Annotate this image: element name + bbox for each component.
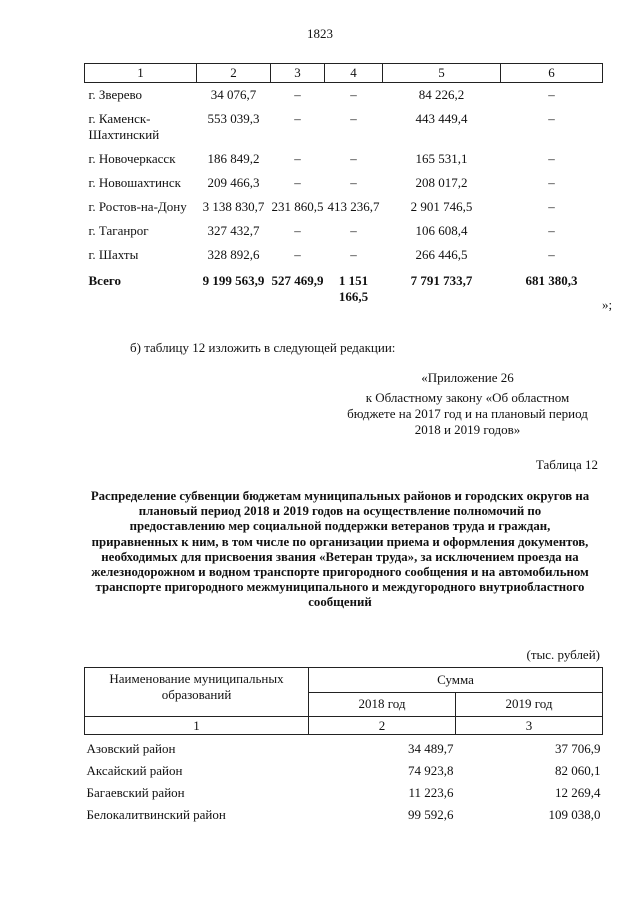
table-12 bbox=[84, 667, 603, 823]
column-index-2: 2 bbox=[197, 64, 271, 83]
cell-col4: – bbox=[350, 151, 357, 166]
cell-col3: – bbox=[294, 247, 301, 262]
district-name: Багаевский район bbox=[86, 784, 185, 800]
municipality-name: г. Каменск-Шахтинский bbox=[88, 111, 160, 142]
cell-col6: – bbox=[548, 247, 555, 262]
municipality-name: г. Таганрог bbox=[88, 223, 149, 238]
cell-col3: – bbox=[294, 151, 301, 166]
table-row bbox=[85, 735, 603, 758]
cell-col2: 327 432,7 bbox=[207, 223, 260, 238]
table-row bbox=[85, 107, 603, 147]
amount-2018: 11 223,6 bbox=[408, 784, 454, 800]
cell-col6: – bbox=[548, 223, 555, 238]
amount-2018: 99 592,6 bbox=[408, 806, 454, 822]
table-heading: Распределение субвенции бюджетам муниципальных районов и городских округов на плановый период 2018 и 2019 годов на осуществление полномочий по предоставлению мер социальной поддержки ветеранов труда и граждан, приравненных к ним, в том числе по организации приема и оформления документов, необходимых для присвоения звания «Ветеран труда», за исключением проезда на железнодорожном и водном транспорте пригородного сообщения и на автомобильном транспорте пригородного межмуниципального и междугородного внутриобластного сообщений bbox=[90, 489, 590, 610]
cell-col5: 2 901 746,5 bbox=[410, 199, 473, 214]
column-index-6: 6 bbox=[501, 64, 603, 83]
cell-col5: 443 449,4 bbox=[415, 111, 468, 126]
district-name: Аксайский район bbox=[86, 762, 183, 778]
cell-col3: – bbox=[294, 175, 301, 190]
table-row bbox=[85, 243, 603, 267]
cell-col3: 231 860,5 bbox=[271, 199, 324, 214]
cell-col4: – bbox=[350, 223, 357, 238]
total-label: Всего bbox=[88, 273, 121, 288]
appendix-law: к Областному закону «Об областном бюджете на 2017 год и на плановый период 2018 и 2019 годов» bbox=[347, 390, 588, 437]
table-row bbox=[85, 195, 603, 219]
cell-col4: 413 236,7 bbox=[327, 199, 380, 214]
amount-2019: 109 038,0 bbox=[548, 806, 601, 822]
table-row bbox=[85, 219, 603, 243]
units-label: (тыс. рублей) bbox=[526, 647, 600, 662]
index-1: 1 bbox=[85, 717, 309, 735]
cell-col5: 165 531,1 bbox=[415, 151, 468, 166]
municipality-name: г. Шахты bbox=[88, 247, 139, 262]
cell-col3: – bbox=[294, 87, 301, 102]
cell-col2: 34 076,7 bbox=[210, 87, 257, 102]
total-col2: 9 199 563,9 bbox=[202, 273, 265, 288]
cell-col2: 553 039,3 bbox=[207, 111, 260, 126]
cell-col5: 84 226,2 bbox=[418, 87, 465, 102]
cell-col2: 209 466,3 bbox=[207, 175, 260, 190]
closing-quote: »; bbox=[602, 297, 613, 312]
amendment-text: б) таблицу 12 изложить в следующей редакции: bbox=[130, 340, 396, 355]
cell-col5: 266 446,5 bbox=[415, 247, 468, 262]
index-3: 3 bbox=[456, 717, 603, 735]
column-index-5: 5 bbox=[383, 64, 501, 83]
total-row bbox=[85, 267, 603, 309]
amount-2018: 74 923,8 bbox=[408, 762, 454, 778]
total-col5: 7 791 733,7 bbox=[410, 273, 473, 288]
table-row bbox=[85, 779, 603, 801]
cell-col6: – bbox=[548, 199, 555, 214]
appendix-title: «Приложение 26 bbox=[421, 370, 514, 385]
index-2: 2 bbox=[309, 717, 456, 735]
municipality-name: г. Новошахтинск bbox=[88, 175, 181, 190]
header-2018: 2018 год bbox=[309, 692, 456, 717]
cell-col6: – bbox=[548, 151, 555, 166]
cell-col5: 106 608,4 bbox=[415, 223, 468, 238]
cell-col4: – bbox=[350, 175, 357, 190]
district-name: Азовский район bbox=[86, 740, 176, 756]
column-index-1: 1 bbox=[85, 64, 197, 83]
header-sum: Сумма bbox=[309, 668, 603, 693]
table-row bbox=[85, 83, 603, 108]
amount-2019: 82 060,1 bbox=[555, 762, 601, 778]
cell-col4: – bbox=[350, 247, 357, 262]
index-row bbox=[85, 717, 603, 735]
header-2019: 2019 год bbox=[456, 692, 603, 717]
total-col4: 1 151 166,5 bbox=[338, 273, 369, 304]
column-index-4: 4 bbox=[325, 64, 383, 83]
cell-col5: 208 017,2 bbox=[415, 175, 468, 190]
cell-col4: – bbox=[350, 111, 357, 126]
table-label: Таблица 12 bbox=[535, 457, 598, 472]
table-row bbox=[85, 147, 603, 171]
district-name: Белокалитвинский район bbox=[86, 806, 226, 822]
municipality-name: г. Ростов-на-Дону bbox=[88, 199, 187, 214]
page-number: 1823 bbox=[307, 26, 333, 41]
total-col6: 681 380,3 bbox=[525, 273, 578, 288]
cell-col3: – bbox=[294, 111, 301, 126]
table-row bbox=[85, 801, 603, 823]
column-index-3: 3 bbox=[271, 64, 325, 83]
cell-col6: – bbox=[548, 111, 555, 126]
cell-col4: – bbox=[350, 87, 357, 102]
appendix-reference bbox=[340, 370, 595, 438]
table-row bbox=[85, 757, 603, 779]
cell-col3: – bbox=[294, 223, 301, 238]
cell-col2: 328 892,6 bbox=[207, 247, 260, 262]
total-col3: 527 469,9 bbox=[271, 273, 324, 288]
header-municipality: Наименование муниципальных образований bbox=[85, 668, 309, 717]
table-row bbox=[85, 171, 603, 195]
amount-2018: 34 489,7 bbox=[408, 740, 454, 756]
municipality-name: г. Зверево bbox=[88, 87, 143, 102]
cell-col2: 3 138 830,7 bbox=[202, 199, 265, 214]
table-header-row bbox=[85, 64, 603, 83]
municipality-name: г. Новочеркасск bbox=[88, 151, 176, 166]
cell-col2: 186 849,2 bbox=[207, 151, 260, 166]
cell-col6: – bbox=[548, 87, 555, 102]
amount-2019: 37 706,9 bbox=[555, 740, 601, 756]
table-prev-appendix bbox=[84, 63, 603, 309]
cell-col6: – bbox=[548, 175, 555, 190]
amount-2019: 12 269,4 bbox=[555, 784, 601, 800]
